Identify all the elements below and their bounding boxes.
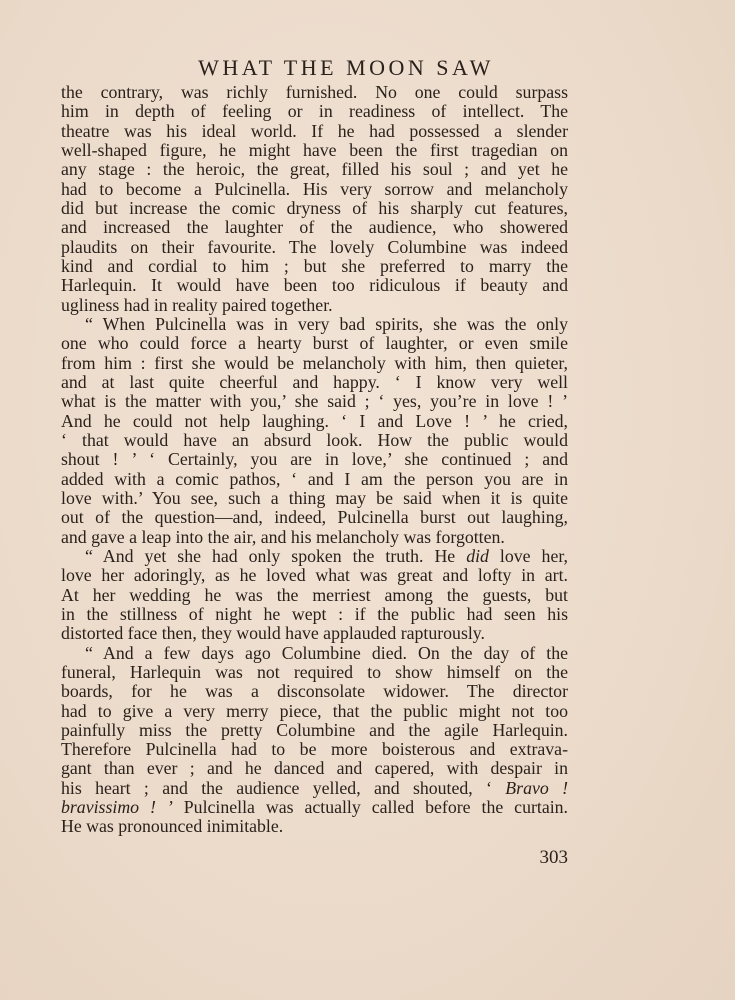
text-line <box>61 199 568 218</box>
italic-text: Bravo ! <box>505 777 568 798</box>
text-run: one who could force a hearty burst of laughter, or even smile <box>61 333 568 354</box>
text-run: love her, <box>488 545 568 566</box>
text-line <box>61 528 568 547</box>
text-run: the contrary, was richly furnished. No one could surpass <box>61 82 568 102</box>
italic-text: bravissimo ! ’ <box>61 797 173 818</box>
text-line <box>61 412 568 431</box>
text-run: funeral, Harlequin was not required to show himself on the <box>61 661 568 682</box>
text-line <box>61 315 568 334</box>
text-run: out of the question—and, indeed, Pulcinella burst out laughing, <box>61 507 568 528</box>
text-line <box>61 392 568 411</box>
text-line <box>61 702 568 721</box>
text-run: love her adoringly, as he loved what was great and lofty in art. <box>61 565 568 586</box>
text-run: what is the matter with you,’ she said ; ‘ yes, you’re in love ! ’ <box>61 391 568 412</box>
text-run: any stage : the heroic, the great, filled his soul ; and yet he <box>61 159 568 180</box>
text-run: He was pronounced inimitable. <box>61 816 284 837</box>
text-run: shout ! ’ ‘ Certainly, you are in love,’ she continued ; and <box>61 449 568 470</box>
text-run: Therefore Pulcinella had to be more boisterous and extrava- <box>61 739 568 760</box>
text-run: ugliness had in reality paired together. <box>61 294 333 315</box>
text-run: “ When Pulcinella was in very bad spirits, she was the only <box>85 313 568 334</box>
text-line <box>61 779 568 798</box>
text-run: his heart ; and the audience yelled, and shouted, ‘ <box>61 777 506 798</box>
text-line <box>61 373 568 392</box>
text-run: Pulcinella was actually called before the curtain. <box>172 797 568 818</box>
text-line <box>61 470 568 489</box>
text-line <box>61 740 568 759</box>
text-run: him in depth of feeling or in readiness of intellect. The <box>61 101 568 122</box>
text-line <box>61 759 568 778</box>
text-line <box>61 238 568 257</box>
text-run: kind and cordial to him ; but she preferred to marry the <box>61 255 568 276</box>
text-line <box>61 180 568 199</box>
text-line <box>61 644 568 663</box>
text-run: from him : first she would be melancholy with him, then quieter, <box>61 352 568 373</box>
text-run: At her wedding he was the merriest among the guests, but <box>61 584 568 605</box>
text-line <box>61 605 568 624</box>
paragraph <box>61 315 568 547</box>
text-line <box>61 257 568 276</box>
text-run: “ And a few days ago Columbine died. On the day of the <box>85 642 568 663</box>
text-line <box>61 547 568 566</box>
text-line <box>61 817 568 836</box>
text-line <box>61 489 568 508</box>
text-run: gant than ever ; and he danced and capered, with despair in <box>61 758 568 779</box>
running-head: WHAT THE MOON SAW <box>198 55 494 80</box>
text-line <box>61 566 568 585</box>
text-line <box>61 160 568 179</box>
text-line <box>61 276 568 295</box>
text-line <box>61 141 568 160</box>
text-run: well-shaped figure, he might have been the first tragedian on <box>61 139 568 160</box>
paragraph <box>61 644 568 837</box>
paragraph <box>61 83 568 315</box>
text-run: boards, for he was a disconsolate widower. The director <box>61 681 568 702</box>
text-line <box>61 586 568 605</box>
text-line <box>61 624 568 643</box>
text-run: painfully miss the pretty Columbine and the agile Harlequin. <box>61 719 568 740</box>
body-text <box>61 83 568 837</box>
italic-text: did <box>466 545 489 566</box>
text-run: And he could not help laughing. ‘ I and Love ! ’ he cried, <box>61 410 568 431</box>
text-run: and gave a leap into the air, and his melancholy was forgotten. <box>61 526 505 547</box>
text-line <box>61 83 568 102</box>
text-run: and increased the laughter of the audience, who showered <box>61 217 568 238</box>
text-run: had to give a very merry piece, that the public might not too <box>61 700 568 721</box>
text-run: Harlequin. It would have been too ridiculous if beauty and <box>61 275 568 296</box>
text-line <box>61 663 568 682</box>
text-line <box>61 682 568 701</box>
text-line <box>61 450 568 469</box>
text-line <box>61 334 568 353</box>
text-line <box>61 296 568 315</box>
text-line <box>61 721 568 740</box>
text-run: ‘ that would have an absurd look. How the public would <box>61 429 568 450</box>
page-number: 303 <box>539 847 568 868</box>
text-line <box>61 122 568 141</box>
paragraph <box>61 547 568 644</box>
text-line <box>61 102 568 121</box>
text-run: love with.’ You see, such a thing may be said when it is quite <box>61 487 568 508</box>
text-line <box>61 431 568 450</box>
text-run: distorted face then, they would have applauded rapturously. <box>61 623 485 644</box>
text-run: and at last quite cheerful and happy. ‘ I know very well <box>61 371 568 392</box>
text-run: theatre was his ideal world. If he had possessed a slender <box>61 120 568 141</box>
text-run: “ And yet she had only spoken the truth. He <box>85 545 467 566</box>
text-line <box>61 218 568 237</box>
text-line <box>61 798 568 817</box>
text-run: in the stillness of night he wept : if the public had seen his <box>61 603 568 624</box>
text-line <box>61 354 568 373</box>
text-line <box>61 508 568 527</box>
text-run: plaudits on their favourite. The lovely Columbine was indeed <box>61 236 568 257</box>
text-run: had to become a Pulcinella. His very sorrow and melancholy <box>61 178 568 199</box>
text-run: did but increase the comic dryness of his sharply cut features, <box>61 197 568 218</box>
text-run: added with a comic pathos, ‘ and I am the person you are in <box>61 468 568 489</box>
